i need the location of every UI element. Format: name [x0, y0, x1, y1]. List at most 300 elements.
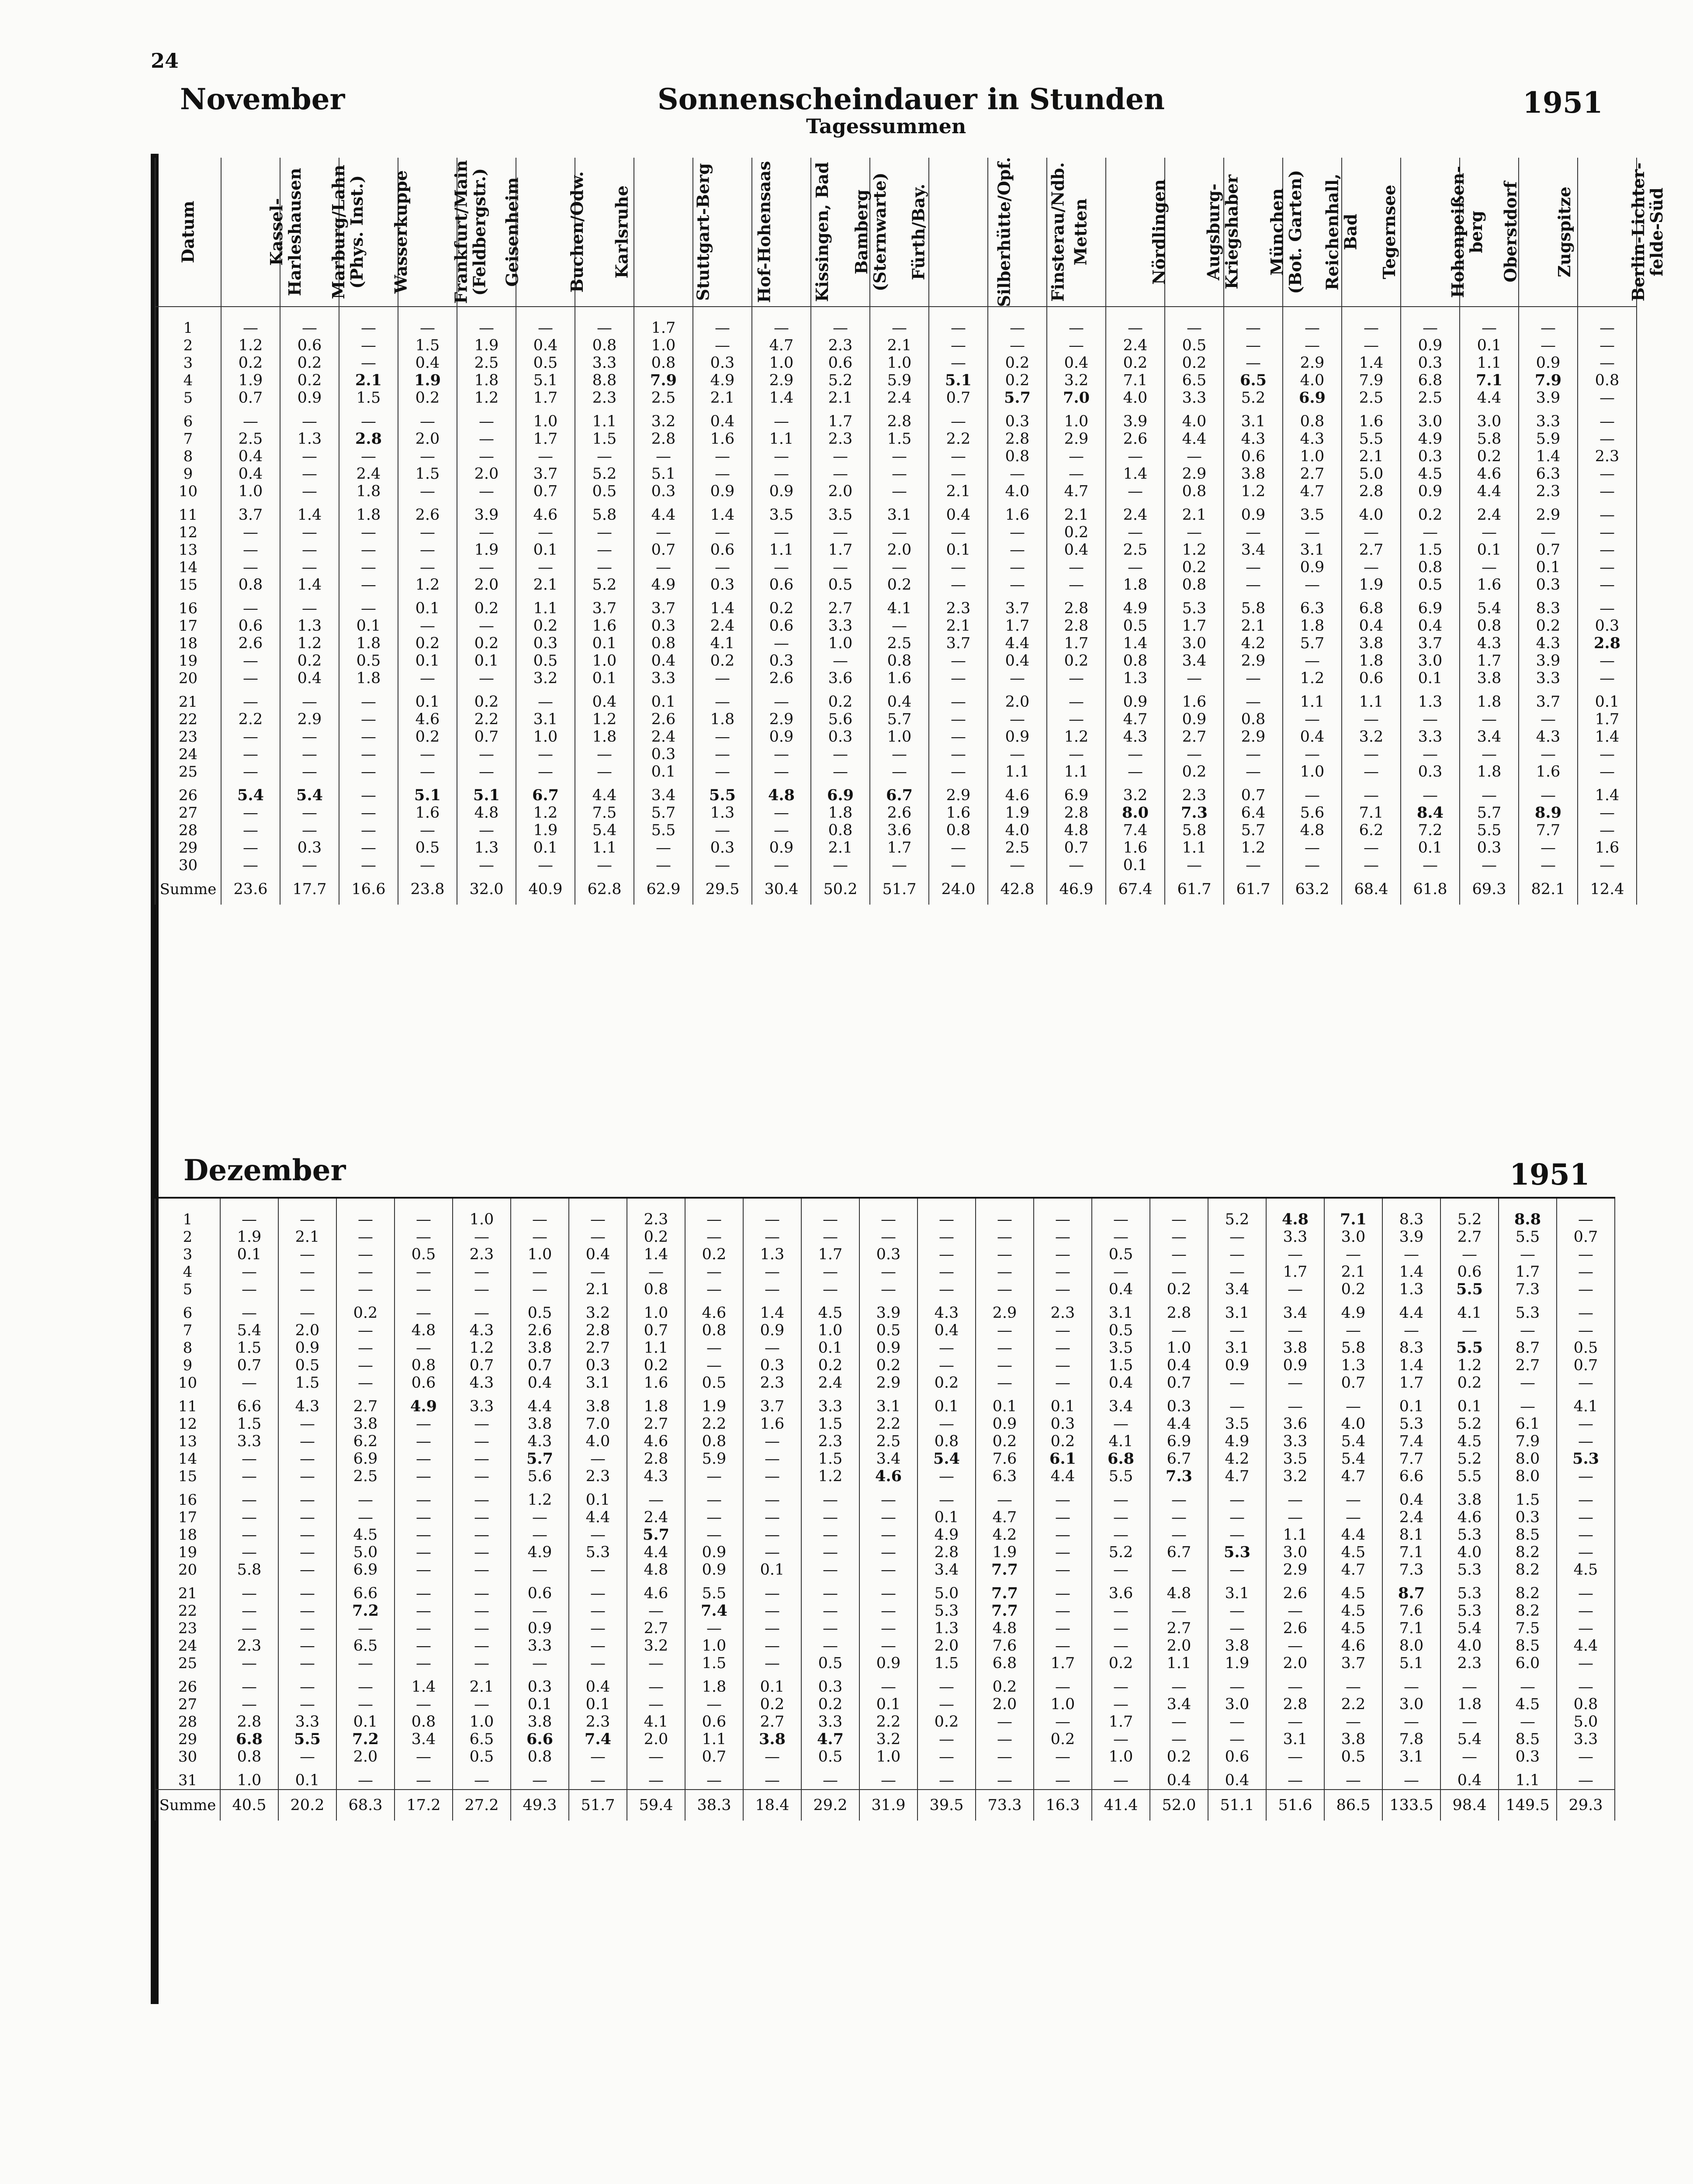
value-cell: 4.3: [278, 1398, 336, 1415]
spacer-cell: [1224, 500, 1283, 506]
value-cell: 5.8: [220, 1561, 278, 1579]
spacer-cell: [693, 594, 752, 600]
value-cell: —: [398, 763, 457, 781]
value-cell: —: [280, 804, 339, 822]
spacer-cell: [220, 1672, 278, 1678]
value-cell: 1.8: [693, 711, 752, 728]
spacer-cell: [569, 1198, 627, 1205]
value-cell: —: [395, 1655, 453, 1672]
spacer-cell: [988, 781, 1047, 787]
value-cell: —: [511, 1561, 569, 1579]
spacer-cell: [1519, 313, 1578, 319]
value-cell: —: [569, 1748, 627, 1766]
spacer-cell: [801, 1485, 859, 1491]
value-cell: 3.8: [1440, 1491, 1499, 1509]
date-cell: 30: [155, 857, 221, 874]
value-cell: 7.1: [1460, 372, 1519, 389]
value-cell: 2.2: [1324, 1696, 1382, 1713]
value-cell: 5.4: [221, 787, 280, 804]
value-cell: 6.5: [453, 1731, 511, 1748]
value-cell: 7.2: [336, 1731, 395, 1748]
spacer-cell: [575, 687, 634, 693]
value-cell: —: [870, 524, 929, 541]
value-cell: 0.9: [280, 389, 339, 407]
date-cell: 30: [155, 1748, 220, 1766]
value-cell: —: [1047, 319, 1106, 337]
value-cell: 1.2: [516, 804, 575, 822]
spacer-cell: [1324, 1392, 1382, 1398]
spacer-cell: [870, 594, 929, 600]
value-cell: 0.5: [398, 839, 457, 857]
value-cell: —: [453, 1433, 511, 1450]
value-cell: —: [575, 448, 634, 465]
value-cell: 5.5: [685, 1585, 743, 1602]
spacer-cell: [1283, 781, 1342, 787]
value-cell: 2.8: [988, 430, 1047, 448]
value-cell: 29.3: [1557, 1790, 1615, 1821]
value-cell: 0.3: [988, 413, 1047, 430]
value-cell: 1.6: [870, 670, 929, 687]
value-cell: —: [278, 1561, 336, 1579]
date-cell: 25: [155, 763, 221, 781]
value-cell: 0.1: [1382, 1398, 1440, 1415]
date-cell: 9: [155, 1357, 220, 1374]
value-cell: 0.4: [1440, 1772, 1499, 1790]
spacer-cell: [988, 500, 1047, 506]
value-cell: —: [336, 1339, 395, 1357]
spacer-cell: [1324, 1198, 1382, 1205]
value-cell: —: [1150, 1491, 1208, 1509]
value-cell: 6.8: [1342, 600, 1401, 617]
spacer-cell: [339, 313, 398, 319]
value-cell: 2.9: [280, 711, 339, 728]
value-cell: 3.4: [1266, 1304, 1324, 1322]
value-cell: —: [1342, 337, 1401, 354]
value-cell: 0.8: [1557, 1696, 1615, 1713]
value-cell: 2.3: [569, 1713, 627, 1731]
spacer-cell: [929, 307, 988, 313]
value-cell: —: [336, 1772, 395, 1790]
value-cell: 5.8: [1324, 1339, 1382, 1357]
spacer-cell: [221, 500, 280, 506]
value-cell: 67.4: [1106, 874, 1165, 905]
value-cell: —: [336, 1263, 395, 1281]
value-cell: —: [1165, 857, 1224, 874]
value-cell: 1.5: [1499, 1491, 1557, 1509]
value-cell: 0.9: [859, 1339, 917, 1357]
value-cell: —: [1034, 1748, 1092, 1766]
spacer-cell: [336, 1205, 395, 1211]
value-cell: —: [1557, 1468, 1615, 1485]
date-cell: 11: [155, 506, 221, 524]
value-cell: 16.3: [1034, 1790, 1092, 1821]
value-cell: —: [280, 763, 339, 781]
spacer-cell: [1150, 1392, 1208, 1398]
col-header-label: Metten: [1070, 198, 1091, 266]
value-cell: 0.9: [685, 1561, 743, 1579]
value-cell: —: [929, 337, 988, 354]
spacer-cell: [569, 1205, 627, 1211]
value-cell: 0.7: [220, 1357, 278, 1374]
value-cell: 1.5: [801, 1450, 859, 1468]
value-cell: —: [1034, 1228, 1092, 1246]
value-cell: —: [1578, 413, 1637, 430]
value-cell: 6.2: [336, 1433, 395, 1450]
value-cell: 2.1: [569, 1281, 627, 1298]
value-cell: —: [1578, 600, 1637, 617]
value-cell: —: [1401, 746, 1460, 763]
value-cell: 61.7: [1224, 874, 1283, 905]
value-cell: 3.2: [634, 413, 693, 430]
value-cell: 3.0: [1324, 1228, 1382, 1246]
spacer-cell: [1283, 500, 1342, 506]
value-cell: 5.0: [1557, 1713, 1615, 1731]
value-cell: 4.6: [685, 1304, 743, 1322]
value-cell: —: [743, 1620, 801, 1637]
value-cell: —: [1034, 1357, 1092, 1374]
value-cell: —: [1519, 711, 1578, 728]
value-cell: —: [1283, 857, 1342, 874]
value-cell: 2.8: [339, 430, 398, 448]
value-cell: —: [1499, 1246, 1557, 1263]
value-cell: —: [1165, 670, 1224, 687]
spacer-cell: [801, 1298, 859, 1304]
value-cell: 7.0: [1047, 389, 1106, 407]
day-row: [155, 1637, 1615, 1655]
spacer-cell: [339, 594, 398, 600]
value-cell: —: [569, 1602, 627, 1620]
value-cell: 3.3: [511, 1637, 569, 1655]
value-cell: —: [1266, 1322, 1324, 1339]
value-cell: 39.5: [917, 1790, 976, 1821]
value-cell: —: [859, 1561, 917, 1579]
value-cell: 0.1: [220, 1246, 278, 1263]
spacer-cell: [627, 1766, 685, 1772]
day-row: [155, 1509, 1615, 1526]
value-cell: 8.2: [1499, 1544, 1557, 1561]
spacer-cell: [859, 1485, 917, 1491]
spacer-cell: [976, 1205, 1034, 1211]
value-cell: 1.9: [398, 372, 457, 389]
spacer-cell: [685, 1298, 743, 1304]
value-cell: —: [988, 524, 1047, 541]
value-cell: 1.1: [627, 1339, 685, 1357]
col-header-label: Marburg/Lahn (Phys. Inst.): [328, 165, 367, 299]
value-cell: 2.9: [1224, 652, 1283, 670]
value-cell: —: [743, 1339, 801, 1357]
value-cell: 5.3: [1499, 1304, 1557, 1322]
value-cell: —: [1342, 524, 1401, 541]
value-cell: 4.4: [569, 1509, 627, 1526]
value-cell: 7.6: [976, 1637, 1034, 1655]
value-cell: —: [988, 465, 1047, 483]
spacer-cell: [1499, 1766, 1557, 1772]
value-cell: —: [811, 524, 870, 541]
date-cell: 17: [155, 1509, 220, 1526]
value-cell: 1.2: [453, 1339, 511, 1357]
value-cell: —: [1342, 746, 1401, 763]
value-cell: —: [516, 319, 575, 337]
value-cell: 3.4: [1092, 1398, 1150, 1415]
spacer-cell: [1324, 1672, 1382, 1678]
value-cell: 4.5: [1324, 1585, 1382, 1602]
value-cell: 1.9: [685, 1398, 743, 1415]
spacer-cell: [1401, 687, 1460, 693]
value-cell: 3.1: [1208, 1304, 1266, 1322]
value-cell: 3.0: [1401, 413, 1460, 430]
value-cell: 1.3: [1401, 693, 1460, 711]
value-cell: 2.1: [811, 839, 870, 857]
value-cell: 0.1: [743, 1678, 801, 1696]
value-cell: 4.9: [917, 1526, 976, 1544]
value-cell: —: [1557, 1491, 1615, 1509]
value-cell: 1.5: [917, 1655, 976, 1672]
value-cell: —: [398, 617, 457, 635]
day-row: [155, 319, 1637, 337]
spacer-cell: [569, 1579, 627, 1585]
value-cell: 1.4: [627, 1246, 685, 1263]
spacer-cell: [280, 594, 339, 600]
value-cell: 2.6: [870, 804, 929, 822]
value-cell: 1.0: [634, 337, 693, 354]
value-cell: —: [1150, 1678, 1208, 1696]
value-cell: —: [220, 1655, 278, 1672]
spacer-cell: [1460, 500, 1519, 506]
value-cell: —: [811, 746, 870, 763]
value-cell: —: [929, 746, 988, 763]
col-header-label: Finsterau/Ndb.: [1048, 162, 1068, 302]
value-cell: 3.3: [1165, 389, 1224, 407]
value-cell: —: [1034, 1637, 1092, 1655]
value-cell: 2.3: [743, 1374, 801, 1392]
spacer-cell: [395, 1579, 453, 1585]
value-cell: —: [1208, 1374, 1266, 1392]
value-cell: 1.0: [870, 354, 929, 372]
day-row: [155, 1322, 1615, 1339]
value-cell: —: [811, 448, 870, 465]
value-cell: —: [685, 1281, 743, 1298]
value-cell: —: [685, 1228, 743, 1246]
value-cell: 0.4: [511, 1374, 569, 1392]
value-cell: —: [1092, 1263, 1150, 1281]
spacer-cell: [453, 1205, 511, 1211]
value-cell: —: [280, 319, 339, 337]
value-cell: 0.7: [221, 389, 280, 407]
value-cell: 0.3: [634, 617, 693, 635]
value-cell: —: [801, 1509, 859, 1526]
value-cell: 3.9: [457, 506, 516, 524]
date-cell: 14: [155, 1450, 220, 1468]
spacer-cell: [752, 307, 811, 313]
date-cell: 21: [155, 1585, 220, 1602]
value-cell: —: [220, 1696, 278, 1713]
value-cell: —: [575, 559, 634, 576]
value-cell: —: [395, 1561, 453, 1579]
value-cell: —: [976, 1357, 1034, 1374]
value-cell: —: [1557, 1374, 1615, 1392]
spacer-cell: [1382, 1485, 1440, 1491]
value-cell: —: [1208, 1228, 1266, 1246]
value-cell: 68.3: [336, 1790, 395, 1821]
date-cell: 15: [155, 1468, 220, 1485]
value-cell: 4.8: [1047, 822, 1106, 839]
day-row: [155, 857, 1637, 874]
value-cell: —: [1460, 857, 1519, 874]
value-cell: —: [569, 1526, 627, 1544]
value-cell: 51.7: [569, 1790, 627, 1821]
value-cell: 0.1: [1440, 1398, 1499, 1415]
value-cell: 51.1: [1208, 1790, 1266, 1821]
value-cell: 69.3: [1460, 874, 1519, 905]
value-cell: 2.5: [859, 1433, 917, 1450]
day-row: [155, 1713, 1615, 1731]
value-cell: —: [917, 1281, 976, 1298]
value-cell: —: [1034, 1339, 1092, 1357]
date-cell: 23: [155, 1620, 220, 1637]
value-cell: 3.1: [1382, 1748, 1440, 1766]
value-cell: 4.4: [1460, 389, 1519, 407]
value-cell: 4.9: [1106, 600, 1165, 617]
value-cell: —: [870, 857, 929, 874]
value-cell: 1.7: [516, 389, 575, 407]
value-cell: 2.2: [859, 1415, 917, 1433]
value-cell: —: [280, 728, 339, 746]
spacer-cell: [457, 594, 516, 600]
value-cell: 4.6: [988, 787, 1047, 804]
spacer-cell: [752, 407, 811, 413]
value-cell: —: [398, 483, 457, 500]
spacer-cell: [1342, 781, 1401, 787]
value-cell: —: [1047, 693, 1106, 711]
spacer-cell: [220, 1205, 278, 1211]
col-header-label: Frankfurt/Main (Feldbergstr.): [451, 160, 489, 304]
value-cell: 4.9: [1401, 430, 1460, 448]
spacer-cell: [1557, 1298, 1615, 1304]
spacer-cell: [221, 307, 280, 313]
value-cell: —: [1557, 1772, 1615, 1790]
value-cell: —: [339, 559, 398, 576]
value-cell: 2.9: [752, 372, 811, 389]
value-cell: 3.9: [1519, 652, 1578, 670]
value-cell: 3.8: [511, 1339, 569, 1357]
value-cell: —: [278, 1433, 336, 1450]
value-cell: 0.1: [457, 652, 516, 670]
value-cell: 7.4: [569, 1731, 627, 1748]
value-cell: —: [929, 559, 988, 576]
spacer-cell: [1266, 1672, 1324, 1678]
value-cell: 0.8: [685, 1322, 743, 1339]
value-cell: 6.6: [1382, 1468, 1440, 1485]
value-cell: 1.7: [811, 541, 870, 559]
value-cell: 0.5: [1165, 337, 1224, 354]
spacer-row: [155, 407, 1637, 413]
value-cell: —: [1499, 1398, 1557, 1415]
value-cell: 5.5: [634, 822, 693, 839]
value-cell: 2.7: [1283, 465, 1342, 483]
spacer-row: [155, 687, 1637, 693]
value-cell: 4.4: [1460, 483, 1519, 500]
spacer-cell: [511, 1579, 569, 1585]
value-cell: —: [752, 559, 811, 576]
spacer-cell: [811, 594, 870, 600]
value-cell: 0.1: [1519, 559, 1578, 576]
value-cell: —: [1208, 1678, 1266, 1696]
value-cell: 6.2: [1342, 822, 1401, 839]
value-cell: —: [278, 1491, 336, 1509]
value-cell: —: [1382, 1678, 1440, 1696]
value-cell: —: [511, 1509, 569, 1526]
value-cell: —: [339, 337, 398, 354]
value-cell: —: [1034, 1585, 1092, 1602]
value-cell: —: [280, 483, 339, 500]
value-cell: —: [1266, 1602, 1324, 1620]
value-cell: 1.1: [516, 600, 575, 617]
value-cell: 2.8: [1150, 1304, 1208, 1322]
value-cell: —: [457, 319, 516, 337]
value-cell: 8.2: [1499, 1561, 1557, 1579]
value-cell: 4.0: [1324, 1415, 1382, 1433]
value-cell: 0.1: [575, 635, 634, 652]
value-cell: —: [1499, 1678, 1557, 1696]
spacer-cell: [1382, 1198, 1440, 1205]
value-cell: 2.4: [339, 465, 398, 483]
value-cell: 2.7: [1499, 1357, 1557, 1374]
spacer-cell: [339, 307, 398, 313]
spacer-cell: [1034, 1766, 1092, 1772]
col-header-label: Tegernsee: [1379, 184, 1399, 280]
value-cell: 4.3: [1224, 430, 1283, 448]
value-cell: —: [278, 1468, 336, 1485]
value-cell: 2.6: [1266, 1620, 1324, 1637]
value-cell: —: [1106, 319, 1165, 337]
spacer-cell: [1283, 687, 1342, 693]
spacer-cell: [870, 781, 929, 787]
value-cell: —: [339, 763, 398, 781]
value-cell: —: [1092, 1228, 1150, 1246]
value-cell: 1.4: [395, 1678, 453, 1696]
value-cell: 4.3: [511, 1433, 569, 1450]
value-cell: —: [929, 693, 988, 711]
value-cell: 7.9: [1342, 372, 1401, 389]
spacer-cell: [811, 313, 870, 319]
spacer-cell: [1578, 407, 1637, 413]
spacer-cell: [1342, 500, 1401, 506]
value-cell: —: [976, 1491, 1034, 1509]
value-cell: —: [929, 413, 988, 430]
value-cell: 4.8: [752, 787, 811, 804]
date-cell: 9: [155, 465, 221, 483]
value-cell: 1.4: [1519, 448, 1578, 465]
value-cell: —: [1557, 1281, 1615, 1298]
value-cell: —: [1578, 430, 1637, 448]
day-row: [155, 413, 1637, 430]
spacer-cell: [1499, 1205, 1557, 1211]
spacer-cell: [278, 1205, 336, 1211]
value-cell: —: [395, 1263, 453, 1281]
spacer-cell: [988, 687, 1047, 693]
value-cell: 51.6: [1266, 1790, 1324, 1821]
spacer-cell: [1034, 1485, 1092, 1491]
spacer-cell: [280, 781, 339, 787]
spacer-cell: [1150, 1298, 1208, 1304]
value-cell: 1.8: [627, 1398, 685, 1415]
value-cell: 8.9: [1519, 804, 1578, 822]
value-cell: —: [859, 1211, 917, 1228]
value-cell: 6.6: [220, 1398, 278, 1415]
value-cell: 6.9: [336, 1561, 395, 1579]
value-cell: 1.2: [511, 1491, 569, 1509]
value-cell: 1.3: [917, 1620, 976, 1637]
